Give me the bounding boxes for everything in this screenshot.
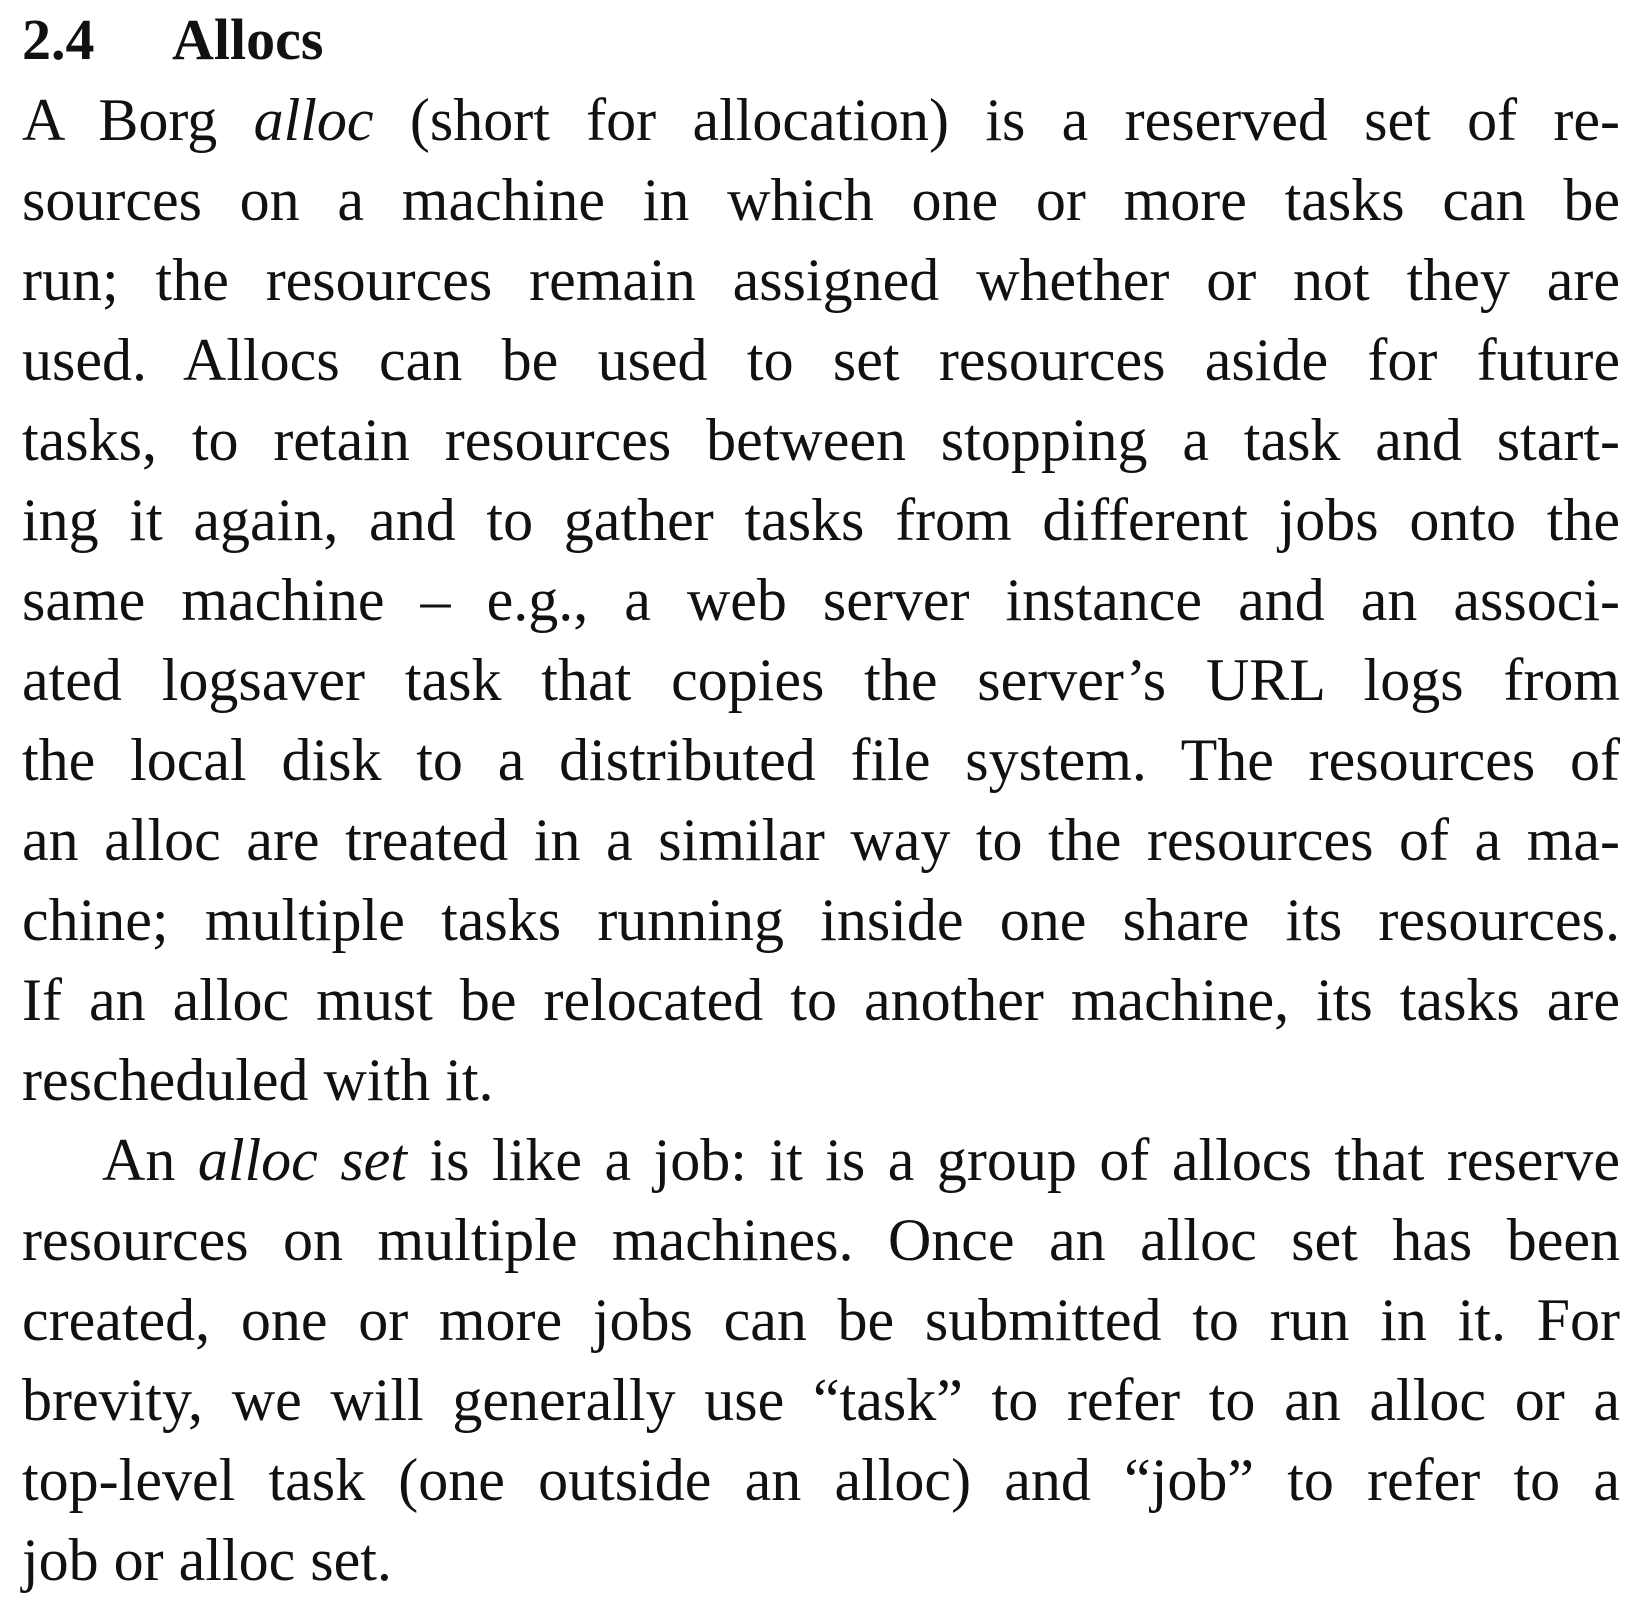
section-number: 2.4	[22, 7, 95, 72]
paragraph-line: used. Allocs can be used to set resources aside for future	[22, 327, 1620, 393]
section-heading	[22, 0, 1620, 80]
paragraph-line: If an alloc must be relocated to another machine, its tasks are	[22, 967, 1620, 1033]
section-title: Allocs	[172, 7, 324, 72]
paragraph-line: ated logsaver task that copies the server’s URL logs from	[22, 647, 1620, 713]
paragraph-alloc-set	[22, 1120, 1620, 1600]
text-run: An	[102, 1127, 198, 1193]
paragraph-line: resources on multiple machines. Once an alloc set has been	[22, 1207, 1620, 1273]
paragraph-line: sources on a machine in which one or more tasks can be	[22, 167, 1620, 233]
text-run: A Borg	[22, 87, 254, 153]
text-run: (short for allocation) is a reserved set of re-	[373, 87, 1620, 153]
paragraph-line	[22, 1120, 1620, 1200]
paragraph-line: tasks, to retain resources between stopping a task and start-	[22, 407, 1620, 473]
paragraph-line: created, one or more jobs can be submitted to run in it. For	[22, 1287, 1620, 1353]
paragraph-line: chine; multiple tasks running inside one share its resources.	[22, 887, 1620, 953]
paper-page	[22, 0, 1620, 1600]
paragraph-line: same machine – e.g., a web server instance and an associ-	[22, 567, 1620, 633]
paragraph-line: an alloc are treated in a similar way to the resources of a ma-	[22, 807, 1620, 873]
paragraph-line: rescheduled with it.	[22, 1047, 494, 1113]
paragraph-line: run; the resources remain assigned whether or not they are	[22, 247, 1620, 313]
paragraph-line	[22, 80, 1620, 160]
paragraph-line: the local disk to a distributed file system. The resources of	[22, 727, 1620, 793]
text-run: is like a job: it is a group of allocs that reserve	[406, 1127, 1620, 1193]
italic-term-alloc: alloc	[253, 87, 374, 153]
paragraph-line: ing it again, and to gather tasks from different jobs onto the	[22, 487, 1620, 553]
italic-term-alloc-set: alloc set	[197, 1127, 407, 1193]
paragraph-line: brevity, we will generally use “task” to refer to an alloc or a	[22, 1367, 1620, 1433]
paragraph-line: top-level task (one outside an alloc) and “job” to refer to a	[22, 1447, 1620, 1513]
paragraph-line: job or alloc set.	[22, 1527, 392, 1593]
paragraph-allocs-definition	[22, 80, 1620, 1120]
